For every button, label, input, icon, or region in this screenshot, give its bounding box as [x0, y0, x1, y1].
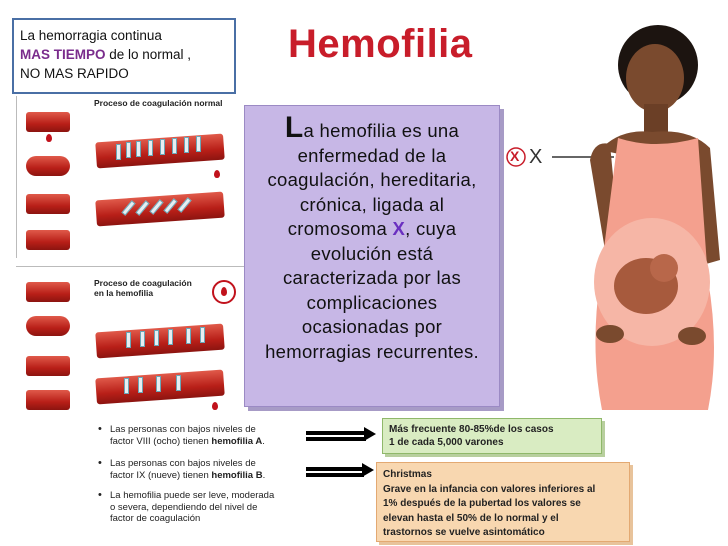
green-box-line-1: Más frecuente 80-85%de los casos [389, 424, 554, 435]
bullet-a-end: . [262, 435, 265, 447]
note-box [12, 18, 236, 94]
orange-box-line-1: Christmas [383, 469, 432, 480]
vessel-normal-3 [26, 194, 70, 214]
hemo-heading-1: Proceso de coagulación [94, 278, 192, 288]
bullet-c-line-1: • La hemofilia puede ser leve, moderada [110, 490, 275, 501]
normal-coagulation-diagram [16, 96, 244, 258]
note-line-3: NO MAS RAPIDO [20, 66, 129, 81]
bullet-severity [110, 490, 274, 525]
orange-box-line-5: trastornos se vuelve asintomático [383, 527, 545, 538]
bullet-hemofilia-b [110, 458, 265, 481]
note-highlight: MAS TIEMPO [20, 47, 106, 62]
orange-box-line-3: 1% después de la pubertad los valores se [383, 498, 581, 509]
bullet-a-line-2 [110, 436, 265, 448]
vessel-large-normal-2 [95, 192, 225, 227]
vessel-large-hemo-1 [95, 324, 225, 359]
vessel-normal-1 [26, 112, 70, 132]
blood-drop-icon [212, 280, 236, 304]
normal-heading: Proceso de coagulación normal [94, 98, 223, 108]
green-box-line-2: 1 de cada 5,000 varones [389, 437, 504, 448]
hemofilia-a-info-box [382, 418, 602, 454]
vessel-normal-2 [26, 156, 70, 176]
definition-text-after: , cuya evolución está caracterizada por las complicaciones ocasionadas por hemorragias recurrentes. [265, 218, 479, 362]
vessel-hemo-1 [26, 282, 70, 302]
chromosome-x-plain: X [529, 146, 543, 168]
definition-box [244, 105, 500, 407]
vessel-hemo-4 [26, 390, 70, 410]
hemophilia-coagulation-diagram [16, 266, 244, 416]
definition-chromosome-x: X [392, 218, 406, 239]
bullet-c-line-2: o severa, dependiendo del nivel de [110, 501, 258, 513]
definition-initial: L [284, 111, 304, 144]
definition-text-before: a hemofilia es una enfermedad de la coagulación, hereditaria, crónica, ligada al cromosoma [267, 120, 477, 239]
orange-box-line-4: elevan hasta el 50% de lo normal y el [383, 512, 559, 524]
bullet-hemofilia-a [110, 424, 265, 447]
bullet-a-line-1: • Las personas con bajos niveles de [110, 424, 256, 435]
vessel-hemo-3 [26, 356, 70, 376]
bullet-b-end: . [262, 469, 266, 481]
note-line-1: La hemorragia continua [20, 28, 162, 43]
chromosome-x-circled: X [510, 148, 520, 164]
bullet-b-line-2 [110, 470, 265, 482]
pregnant-woman-illustration [580, 20, 728, 420]
orange-box-line-2: Grave en la infancia con valores inferiores al [383, 483, 596, 495]
bullet-a-bold: hemofilia A [211, 435, 263, 447]
hemofilia-b-info-box [376, 462, 630, 542]
hemo-heading-2: en la hemofilia [94, 288, 154, 298]
page-title: Hemofilia [288, 22, 473, 66]
chromosome-xx-label [505, 142, 549, 172]
vessel-hemo-2 [26, 316, 70, 336]
bullet-c-line-3: factor de coagulación [110, 513, 201, 524]
bullet-b-text: factor IX (nueve) tienen [110, 469, 212, 481]
bullet-b-line-1: • Las personas con bajos niveles de [110, 458, 256, 469]
vessel-normal-4 [26, 230, 70, 250]
note-line-2-rest: de lo normal , [105, 47, 192, 62]
note-line-2 [20, 45, 228, 64]
bullet-b-bold: hemofilia B [211, 469, 263, 481]
bullet-a-text: factor VIII (ocho) tienen [110, 435, 212, 447]
blood-drop-icon [46, 134, 52, 142]
